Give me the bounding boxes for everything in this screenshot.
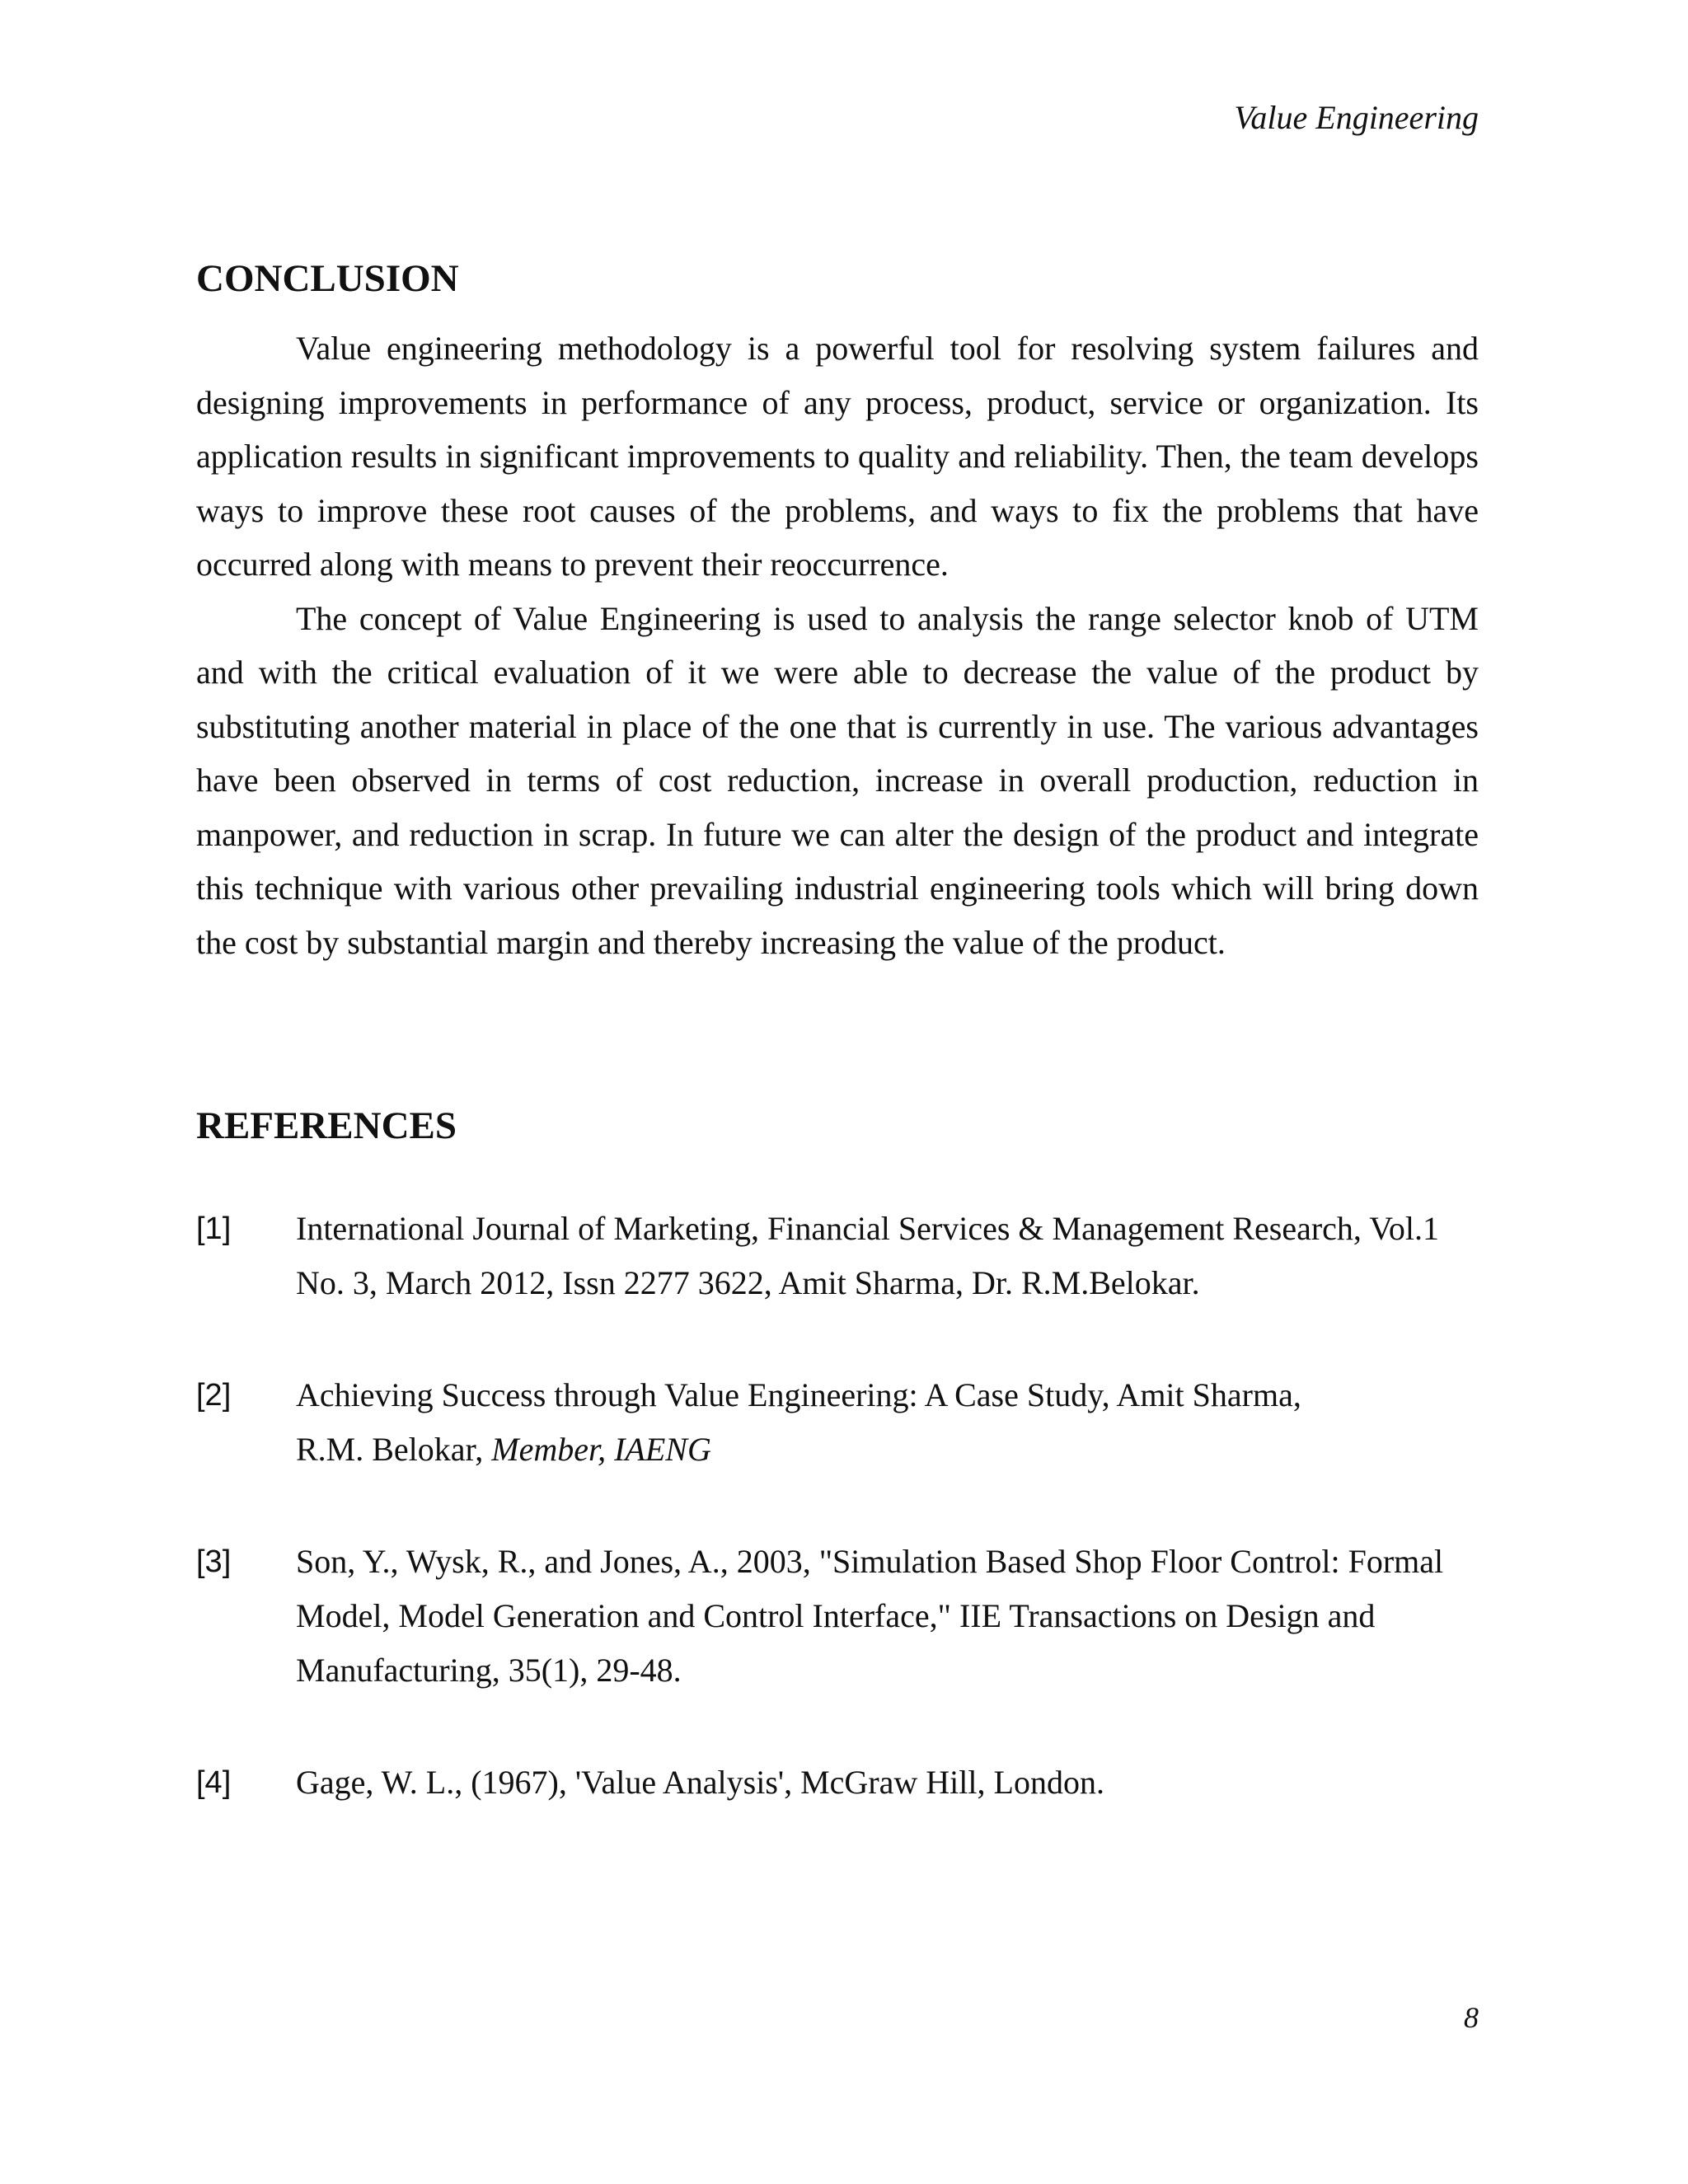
reference-line [296, 1422, 1446, 1477]
reference-item [196, 1755, 1479, 1810]
page-content [196, 254, 1479, 1868]
page-number: 8 [1464, 2001, 1479, 2034]
reference-list [196, 1202, 1479, 1810]
reference-number: [4] [196, 1765, 232, 1800]
conclusion-paragraph: The concept of Value Engineering is used to analysis the range selector knob of UTM and with the critical evaluation of it we were able to decrease the value of the product by substituting another material in place of the one that is currently in use. The various advantages have been observed in terms of cost reduction, increase in overall production, reduction in manpower, and reduction in scrap. In future we can alter the design of the product and integrate this technique with various other prevailing industrial engineering tools which will bring down the cost by substantial margin and thereby increasing the value of the product. [196, 599, 1479, 961]
reference-text [296, 1755, 1479, 1810]
reference-affiliation: Member, IAENG [491, 1431, 711, 1468]
conclusion-body [196, 321, 1479, 969]
conclusion-heading: CONCLUSION [196, 257, 459, 300]
reference-item [196, 1202, 1479, 1310]
reference-number: [1] [196, 1212, 232, 1246]
reference-item [196, 1368, 1479, 1477]
conclusion-paragraph: Value engineering methodology is a powerful tool for resolving system failures and designing improvements in performance of any process, product, service or organization. Its application results in significant improvements to quality and reliability. Then, the team develops ways to improve these root causes of the problems, and ways to fix the problems that have occurred along with means to prevent their reoccurrence. [196, 330, 1479, 583]
reference-line: Model, Model Generation and Control Interface," IIE Transactions on Design and [296, 1597, 1376, 1634]
references-heading: REFERENCES [196, 1104, 457, 1147]
reference-text [296, 1368, 1479, 1477]
reference-item [196, 1535, 1479, 1698]
reference-line: Son, Y., Wysk, R., and Jones, A., 2003, "Simulation Based Shop Floor Control: Formal [296, 1543, 1444, 1580]
reference-line: No. 3, March 2012, Issn 2277 3622, Amit Sharma, Dr. R.M.Belokar. [296, 1264, 1200, 1301]
reference-number: [3] [196, 1544, 232, 1579]
running-header: Value Engineering [1234, 99, 1479, 136]
reference-authors: R.M. Belokar, [296, 1431, 492, 1468]
reference-text [296, 1202, 1479, 1310]
reference-number: [2] [196, 1378, 232, 1413]
reference-line: Manufacturing, 35(1), 29-48. [296, 1652, 682, 1689]
reference-text [296, 1535, 1479, 1698]
reference-line: Achieving Success through Value Engineering: A Case Study, Amit Sharma, [296, 1376, 1301, 1413]
reference-line: International Journal of Marketing, Financial Services & Management Research, Vol.1 [296, 1210, 1440, 1247]
reference-line: Gage, W. L., (1967), 'Value Analysis', McGraw Hill, London. [296, 1764, 1104, 1801]
